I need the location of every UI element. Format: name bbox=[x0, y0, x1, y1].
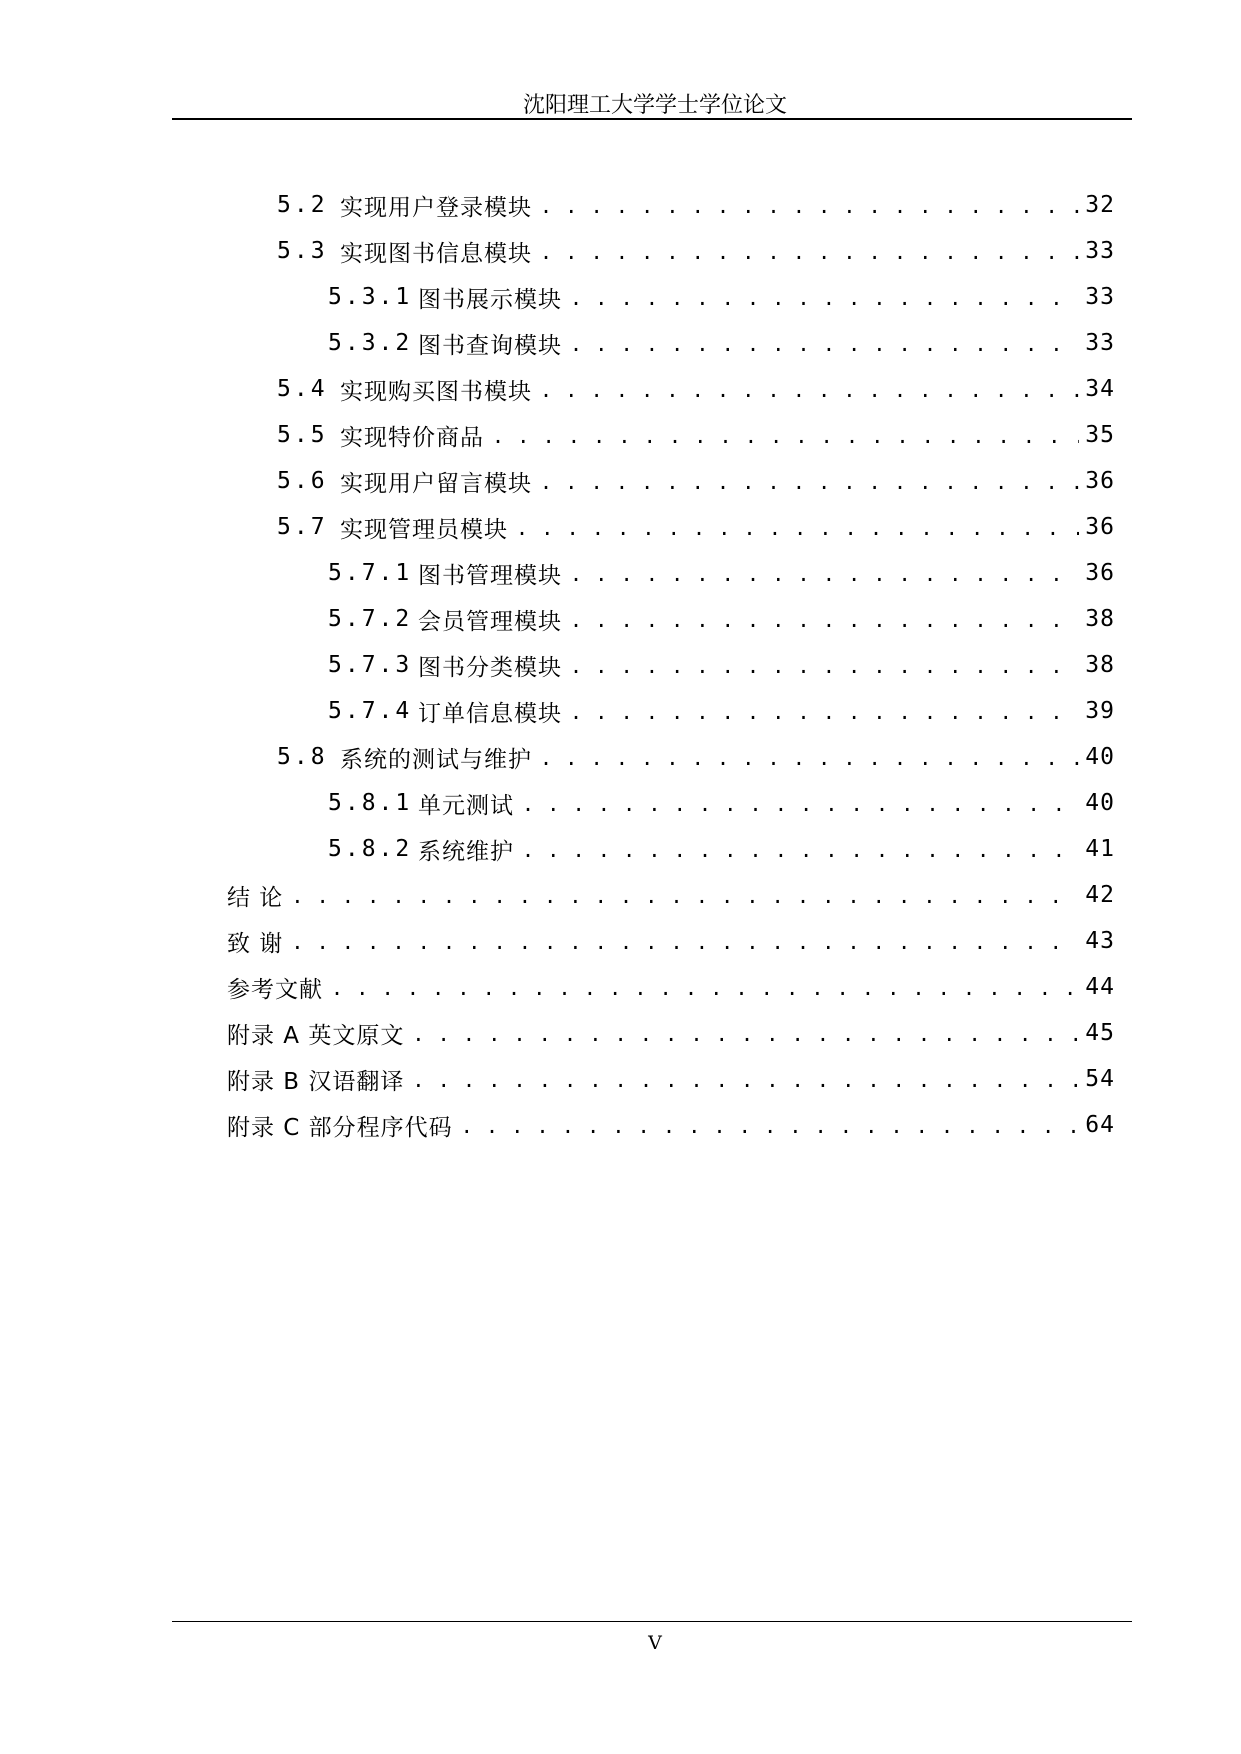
toc-dot-leader bbox=[570, 650, 1079, 680]
toc-entry-number: 5.7.3 bbox=[328, 652, 413, 678]
toc-dot-leader bbox=[412, 1064, 1079, 1094]
toc-dot-leader bbox=[570, 696, 1079, 726]
toc-entry-page: 41 bbox=[1085, 836, 1115, 862]
running-header-title: 沈阳理工大学学士学位论文 bbox=[522, 93, 787, 118]
toc-entry[interactable] bbox=[0, 228, 1115, 274]
toc-entry-page: 43 bbox=[1085, 928, 1115, 954]
toc-entry[interactable] bbox=[0, 458, 1115, 504]
toc-dot-leader bbox=[540, 466, 1079, 496]
toc-entry-number: 5.8 bbox=[277, 744, 328, 770]
toc-entry-page: 42 bbox=[1085, 882, 1115, 908]
toc-entry-title: 系统维护 bbox=[418, 838, 514, 865]
toc-entry-page: 40 bbox=[1085, 790, 1115, 816]
toc-entry-title: 参考文献 bbox=[227, 976, 323, 1003]
toc-entry-page: 33 bbox=[1085, 238, 1115, 264]
toc-entry-page: 36 bbox=[1085, 560, 1115, 586]
toc-entry[interactable] bbox=[0, 1102, 1115, 1148]
toc-entry-title: 附录 B 汉语翻译 bbox=[227, 1068, 405, 1095]
toc-dot-leader bbox=[331, 972, 1079, 1002]
toc-entry-page: 38 bbox=[1085, 652, 1115, 678]
toc-entry[interactable] bbox=[0, 1010, 1115, 1056]
toc-entry-title: 实现管理员模块 bbox=[340, 516, 508, 543]
toc-dot-leader bbox=[540, 190, 1079, 220]
footer-rule bbox=[172, 1621, 1132, 1622]
toc-entry-title: 附录 C 部分程序代码 bbox=[227, 1114, 453, 1141]
toc-entry-number: 5.8.1 bbox=[328, 790, 413, 816]
toc-entry[interactable] bbox=[0, 182, 1115, 228]
toc-dot-leader bbox=[540, 742, 1079, 772]
toc-entry[interactable] bbox=[0, 1056, 1115, 1102]
toc-entry-number: 5.3 bbox=[277, 238, 328, 264]
toc-dot-leader bbox=[540, 374, 1079, 404]
toc-dot-leader bbox=[291, 926, 1079, 956]
toc-entry-title: 致 谢 bbox=[227, 930, 284, 957]
toc-dot-leader bbox=[570, 282, 1079, 312]
table-of-contents bbox=[0, 182, 1241, 1148]
toc-dot-leader bbox=[291, 880, 1079, 910]
toc-entry-page: 38 bbox=[1085, 606, 1115, 632]
toc-entry[interactable] bbox=[0, 642, 1115, 688]
toc-dot-leader bbox=[570, 604, 1079, 634]
toc-entry-title: 图书查询模块 bbox=[418, 332, 562, 359]
toc-entry[interactable] bbox=[0, 550, 1115, 596]
toc-dot-leader bbox=[412, 1018, 1079, 1048]
toc-entry[interactable] bbox=[0, 780, 1115, 826]
page-number: V bbox=[648, 1632, 662, 1654]
toc-entry-page: 64 bbox=[1085, 1112, 1115, 1138]
toc-entry[interactable] bbox=[0, 320, 1115, 366]
header-rule bbox=[172, 118, 1132, 120]
toc-entry-number: 5.7 bbox=[277, 514, 328, 540]
toc-entry[interactable] bbox=[0, 872, 1115, 918]
toc-entry-page: 35 bbox=[1085, 422, 1115, 448]
toc-entry-number: 5.7.2 bbox=[328, 606, 413, 632]
toc-entry-page: 32 bbox=[1085, 192, 1115, 218]
toc-entry-title: 系统的测试与维护 bbox=[340, 746, 532, 773]
toc-entry-page: 54 bbox=[1085, 1066, 1115, 1092]
toc-entry-number: 5.2 bbox=[277, 192, 328, 218]
toc-entry-title: 结 论 bbox=[227, 884, 284, 911]
toc-entry[interactable] bbox=[0, 918, 1115, 964]
toc-entry-title: 图书管理模块 bbox=[418, 562, 562, 589]
toc-entry[interactable] bbox=[0, 366, 1115, 412]
toc-dot-leader bbox=[570, 558, 1079, 588]
toc-entry-number: 5.5 bbox=[277, 422, 328, 448]
toc-entry[interactable] bbox=[0, 504, 1115, 550]
toc-entry-title: 附录 A 英文原文 bbox=[227, 1022, 405, 1049]
toc-entry-number: 5.6 bbox=[277, 468, 328, 494]
toc-entry[interactable] bbox=[0, 826, 1115, 872]
toc-entry-page: 40 bbox=[1085, 744, 1115, 770]
toc-entry-title: 实现用户登录模块 bbox=[340, 194, 532, 221]
toc-entry-number: 5.8.2 bbox=[328, 836, 413, 862]
toc-dot-leader bbox=[522, 788, 1079, 818]
toc-entry-title: 实现特价商品 bbox=[340, 424, 484, 451]
toc-entry-page: 33 bbox=[1085, 330, 1115, 356]
toc-entry[interactable] bbox=[0, 596, 1115, 642]
toc-dot-leader bbox=[461, 1110, 1080, 1140]
toc-entry-title: 图书分类模块 bbox=[418, 654, 562, 681]
toc-entry-title: 图书展示模块 bbox=[418, 286, 562, 313]
toc-entry-page: 34 bbox=[1085, 376, 1115, 402]
toc-entry-number: 5.4 bbox=[277, 376, 328, 402]
toc-entry-title: 实现购买图书模块 bbox=[340, 378, 532, 405]
toc-dot-leader bbox=[492, 420, 1079, 450]
toc-entry[interactable] bbox=[0, 412, 1115, 458]
toc-entry-page: 36 bbox=[1085, 514, 1115, 540]
toc-entry-title: 订单信息模块 bbox=[418, 700, 562, 727]
toc-dot-leader bbox=[516, 512, 1079, 542]
toc-entry[interactable] bbox=[0, 274, 1115, 320]
toc-dot-leader bbox=[540, 236, 1079, 266]
toc-entry-number: 5.7.4 bbox=[328, 698, 413, 724]
toc-entry-title: 单元测试 bbox=[418, 792, 514, 819]
toc-entry-page: 39 bbox=[1085, 698, 1115, 724]
toc-entry-page: 44 bbox=[1085, 974, 1115, 1000]
toc-dot-leader bbox=[570, 328, 1079, 358]
toc-entry[interactable] bbox=[0, 734, 1115, 780]
toc-entry-page: 33 bbox=[1085, 284, 1115, 310]
toc-entry-page: 36 bbox=[1085, 468, 1115, 494]
toc-entry-title: 实现用户留言模块 bbox=[340, 470, 532, 497]
toc-entry-page: 45 bbox=[1085, 1020, 1115, 1046]
toc-dot-leader bbox=[522, 834, 1079, 864]
toc-entry[interactable] bbox=[0, 688, 1115, 734]
toc-entry-number: 5.3.1 bbox=[328, 284, 413, 310]
toc-entry[interactable] bbox=[0, 964, 1115, 1010]
toc-entry-title: 实现图书信息模块 bbox=[340, 240, 532, 267]
toc-entry-title: 会员管理模块 bbox=[418, 608, 562, 635]
toc-entry-number: 5.7.1 bbox=[328, 560, 413, 586]
toc-entry-number: 5.3.2 bbox=[328, 330, 413, 356]
